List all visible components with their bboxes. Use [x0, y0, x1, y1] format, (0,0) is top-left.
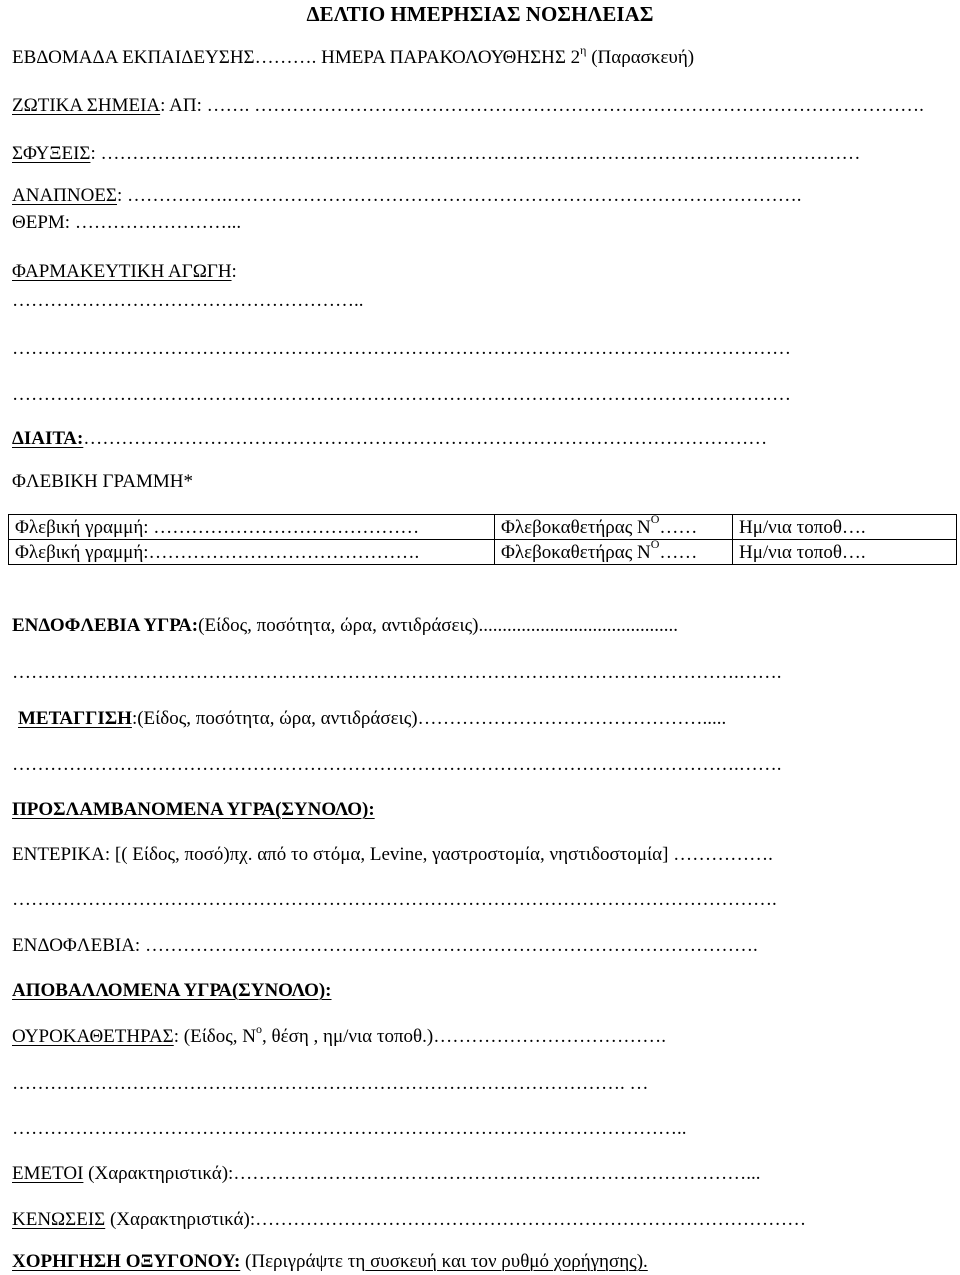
transfusion-field[interactable]: …………………………………………………………………………………………………….……. — [12, 754, 782, 775]
catheter-dots: …… — [659, 516, 698, 538]
temperature-field[interactable]: : ……………………... — [64, 212, 242, 233]
output-heading: ΑΠΟΒΑΛΛΟΜΕΝΑ ΥΓΡΑ(ΣΥΝΟΛΟ): — [12, 980, 332, 1001]
iv-fluids-field[interactable]: …………………………………………………………………………………………………….……. — [12, 662, 782, 683]
respiration-field[interactable]: : …………….………………………………………………………………………………. — [117, 185, 802, 206]
pulse-line — [12, 143, 860, 165]
medication-field-2[interactable]: …………………………………………………………………………………………………………… — [12, 338, 791, 359]
placement-date-cell[interactable]: Ημ/νια τοποθ…. — [733, 515, 957, 540]
placement-date-cell[interactable]: Ημ/νια τοποθ…. — [733, 540, 957, 565]
respiration-label: ΑΝΑΠΝΟΕΣ — [12, 185, 117, 206]
venous-line-cell[interactable]: Φλεβική γραμμή: …………………………………… — [9, 515, 495, 540]
medication-field-3[interactable]: …………………………………………………………………………………………………………… — [12, 384, 791, 405]
oxygen-detail-b[interactable]: συσκευή και τον ρυθμό χορήγησης). — [365, 1251, 648, 1272]
catheter-label: Φλεβοκαθετήρας Ν — [501, 541, 651, 563]
diet-line — [12, 428, 767, 450]
catheter-dots: …… — [659, 541, 698, 563]
diet-label: ΔΙΑΙΤΑ: — [12, 428, 84, 449]
vomit-label: ΕΜΕΤΟΙ — [12, 1163, 84, 1184]
venous-line-table — [8, 514, 957, 565]
transfusion-line — [18, 708, 726, 730]
blood-pressure-field[interactable]: ……. ……………………………………………………………………………………………. — [201, 95, 924, 116]
urinary-catheter-field[interactable]: , θέση , ημ/νια τοποθ.)………………………………. — [262, 1026, 666, 1047]
stool-field[interactable]: (Χαρακτηριστικά):…………………………………………………………………………… — [105, 1209, 807, 1230]
temperature-line — [12, 212, 241, 234]
medication-label: ΦΑΡΜΑΚΕΥΤΙΚΗ ΑΓΩΓΗ — [12, 261, 232, 282]
week-day-label: ΕΒΔΟΜΑΔΑ ΕΚΠΑΙΔΕΥΣΗΣ………. ΗΜΕΡΑ ΠΑΡΑΚΟΛΟΥΘΗΣΗΣ 2 — [12, 47, 581, 68]
urinary-catheter-detail: : (Είδος, Ν — [173, 1026, 257, 1047]
oxygen-detail-a: (Περιγράψτε τη — [240, 1251, 366, 1272]
medication-heading — [12, 261, 237, 283]
oxygen-line — [12, 1251, 648, 1273]
temperature-label: ΘΕΡΜ — [12, 212, 65, 233]
iv-fluids-line — [12, 615, 678, 637]
output-field-1[interactable]: ……………………………………………………………………………………. … — [12, 1073, 649, 1094]
urinary-catheter-line — [12, 1021, 666, 1048]
medication-colon: : — [231, 261, 237, 282]
ordinal-superscript: η — [580, 42, 587, 57]
transfusion-label: ΜΕΤΑΓΓΙΣΗ — [18, 708, 132, 729]
catheter-number-cell[interactable] — [495, 512, 733, 540]
intake-iv-line[interactable]: ΕΝΔΟΦΛΕΒΙΑ: ……………………………………………………………………………………. — [12, 935, 758, 956]
stool-label: ΚΕΝΩΣΕΙΣ — [12, 1209, 106, 1230]
weekday-text: (Παρασκευή) — [586, 47, 695, 68]
iv-fluids-detail[interactable]: (Είδος, ποσότητα, ώρα, αντιδράσεις).......................................... — [198, 615, 678, 636]
pulse-label: ΣΦΥΞΕΙΣ — [12, 143, 91, 164]
vitals-label: ΖΩΤΙΚΑ ΣΗΜΕΙΑ — [12, 95, 161, 116]
catheter-sup: Ο — [650, 512, 660, 527]
catheter-number-cell[interactable] — [495, 537, 733, 565]
output-field-2[interactable]: …………………………………………………………………………………………….. — [12, 1118, 687, 1139]
enteral-field[interactable]: …………………………………………………………………………………………………………. — [12, 889, 777, 910]
stool-line — [12, 1209, 806, 1231]
intake-heading: ΠΡΟΣΛΑΜΒΑΝΟΜΕΝΑ ΥΓΡΑ(ΣΥΝΟΛΟ): — [12, 799, 375, 820]
medication-field-1[interactable]: ……………………………………………….. — [12, 290, 364, 311]
vitals-line — [12, 95, 924, 117]
urinary-catheter-sup: ο — [256, 1021, 263, 1036]
vomit-line — [12, 1163, 761, 1185]
respiration-line — [12, 185, 802, 207]
venous-line-heading: ΦΛΕΒΙΚΗ ΓΡΑΜΜΗ* — [12, 471, 194, 492]
pulse-field[interactable]: : ………………………………………………………………………………………………………… — [90, 143, 861, 164]
table-row — [9, 515, 957, 540]
table-row — [9, 540, 957, 565]
blood-pressure-label: : ΑΠ: — [160, 95, 202, 116]
page-title: ΔΕΛΤΙΟ ΗΜΕΡΗΣΙΑΣ ΝΟΣΗΛΕΙΑΣ — [306, 2, 654, 26]
catheter-label: Φλεβοκαθετήρας Ν — [501, 516, 651, 538]
venous-line-cell[interactable]: Φλεβική γραμμή:……………………………………. — [9, 540, 495, 565]
urinary-catheter-label: ΟΥΡΟΚΑΘΕΤΗΡΑΣ — [12, 1026, 174, 1047]
transfusion-detail[interactable]: :(Είδος, ποσότητα, ώρα, αντιδράσεις)………………………………………..... — [131, 708, 727, 729]
enteral-line[interactable]: ΕΝΤΕΡΙΚΑ: [( Είδος, ποσό)πχ. από το στόμα, Levine, γαστροστομία, νηστιδοστομία] ……………. — [12, 844, 773, 865]
catheter-sup: Ο — [650, 537, 660, 552]
week-day-line — [12, 42, 695, 69]
iv-fluids-label: ΕΝΔΟΦΛΕΒΙΑ ΥΓΡΑ: — [12, 615, 199, 636]
diet-field[interactable]: ……………………………………………………………………………………………… — [83, 428, 768, 449]
vomit-field[interactable]: (Χαρακτηριστικά):………………………………………………………………………... — [83, 1163, 761, 1184]
oxygen-label: ΧΟΡΗΓΗΣΗ ΟΞΥΓΟΝΟΥ: — [12, 1251, 241, 1272]
